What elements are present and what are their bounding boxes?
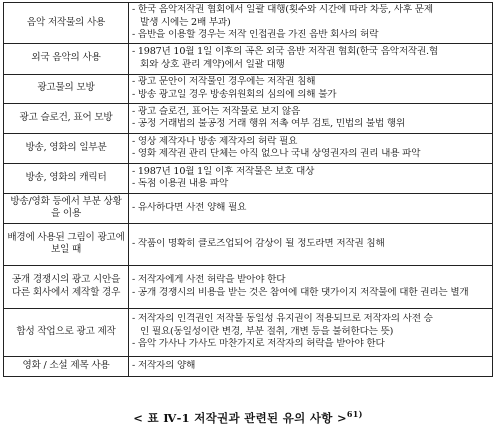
table-row (4, 356, 493, 376)
table-row (4, 265, 493, 308)
row-content (129, 193, 493, 223)
content-line: 회와 상호 관리 계약)에서 일괄 대행 (140, 58, 285, 70)
table-row (4, 193, 493, 223)
content-line: - 광고 슬로건, 표어는 저작물로 보지 않음 (132, 105, 301, 117)
table-row (4, 43, 493, 74)
content-line: - 공정 거래법의 불공정 거래 행위 저촉 여부 검토, 민법의 불법 행위 (132, 118, 405, 129)
row-content (129, 3, 493, 44)
row-label: 광고물의 모방 (4, 74, 129, 103)
content-line: - 방송 광고일 경우 방송위원회의 심의에 의해 불가 (132, 88, 337, 100)
row-content (129, 163, 493, 193)
row-content (129, 43, 493, 74)
content-line: 발생 시에는 2배 부과) (140, 16, 231, 28)
table-row (4, 3, 493, 44)
row-content (129, 103, 493, 133)
content-line: - 한국 음악저작권 협회에서 일괄 대행(횟수와 시간에 따라 차등, 사후 문제 (132, 4, 433, 15)
row-label: 방송/영화 등에서 부분 상황을 이용 (4, 193, 129, 223)
content-line: - 음악 가사나 가사도 마찬가지로 저작자의 허락을 받아야 한다 (132, 338, 385, 350)
content-line: - 영상 제작자나 방송 제작자의 허락 필요 (132, 135, 298, 147)
row-content (129, 133, 493, 163)
table-row (4, 133, 493, 163)
row-label: 공개 경쟁시의 광고 시안을 다른 회사에서 제작할 경우 (4, 265, 129, 308)
content-line: - 광고 문안이 저작물인 경우에는 저작권 침해 (132, 76, 316, 87)
caption-text: < 표 Ⅳ-1 저작권과 관련된 유의 사항 > (133, 410, 347, 425)
content-line: - 유사하다면 사전 양해 필요 (132, 201, 247, 213)
row-content (129, 308, 493, 356)
content-line: - 저작자에게 사전 허락을 받아야 한다 (132, 274, 286, 285)
row-label: 배경에 사용된 그림이 광고에 보일 때 (4, 223, 129, 265)
row-label: 방송, 영화의 일부분 (4, 133, 129, 163)
row-label: 방송, 영화의 캐릭터 (4, 163, 129, 193)
content-line: - 저작자의 양해 (132, 359, 196, 371)
table-row (4, 308, 493, 356)
content-line: 인 필요(동일성이란 변경, 부분 절취, 개변 등을 불허한다는 뜻) (140, 325, 394, 337)
row-label: 외국 음악의 사용 (4, 43, 129, 74)
content-line: - 공개 경쟁시의 비용을 받는 것은 참여에 대한 댓가이지 저작물에 대한 권리는 별개 (132, 286, 469, 298)
copyright-notes-table (3, 2, 493, 377)
row-label: 광고 슬로건, 표어 모방 (4, 103, 129, 133)
row-label: 영화 / 소설 제목 사용 (4, 356, 129, 376)
table-row (4, 163, 493, 193)
row-label: 합성 작업으로 광고 제작 (4, 308, 129, 356)
content-line: - 1987년 10월 1일 이후의 곡은 외국 음반 저작권 협회(한국 음악저작권.협 (132, 46, 438, 57)
content-line: - 1987년 10월 1일 이후 저작물은 보호 대상 (132, 165, 315, 177)
content-line: - 음반을 이용할 경우는 저작 인접권을 가진 음반 회사의 허락 (132, 29, 379, 40)
row-content (129, 74, 493, 103)
row-label: 음악 저작물의 사용 (4, 3, 129, 44)
row-content (129, 356, 493, 376)
row-content (129, 265, 493, 308)
table-row (4, 74, 493, 103)
content-line: - 작품이 명확히 클로즈업되어 감상이 될 정도라면 저작권 침해 (132, 237, 385, 249)
table-row (4, 103, 493, 133)
table-caption (0, 409, 496, 426)
content-line: - 독점 이용권 내용 파악 (132, 178, 229, 189)
content-line: - 영화 제작권 관리 단체는 아직 없으나 국내 상영권자의 권리 내용 파악 (132, 148, 421, 159)
copyright-notes-table-container (3, 2, 493, 377)
table-row (4, 223, 493, 265)
row-content (129, 223, 493, 265)
content-line: - 저작자의 인격권인 저작물 동일성 유지권이 적용되므로 저작자의 사전 승 (132, 313, 433, 325)
footnote-reference: 61) (346, 409, 363, 419)
